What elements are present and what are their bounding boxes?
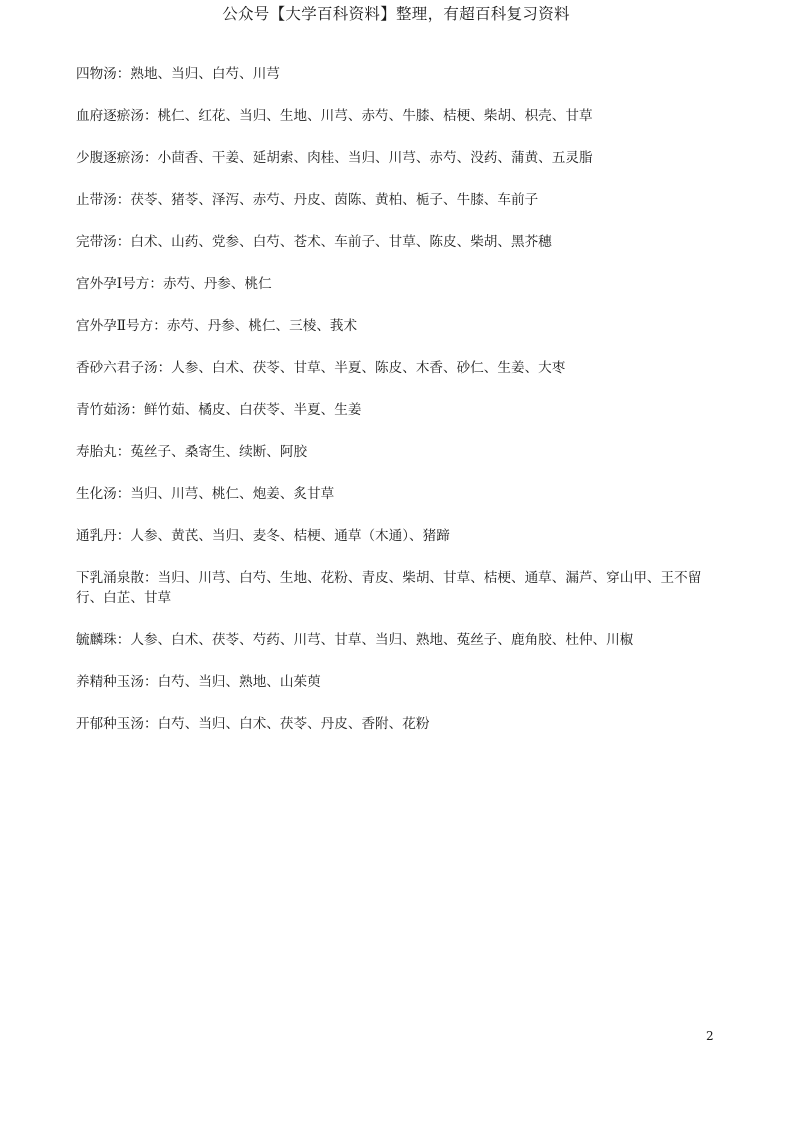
formula-name: 宫外孕Ⅰ号方 [76, 276, 150, 292]
name-separator: ： [143, 716, 158, 732]
formula-name: 少腹逐瘀汤 [76, 150, 144, 166]
formula-name: 寿胎丸 [76, 444, 117, 460]
formula-entry [76, 568, 722, 608]
formula-entry [76, 316, 722, 336]
formula-entry [76, 274, 722, 294]
formula-entry [76, 484, 722, 504]
formula-name: 下乳涌泉散 [76, 570, 144, 586]
name-separator: ： [116, 444, 131, 460]
formula-ingredients: 人参、白术、茯苓、芍药、川芎、甘草、当归、熟地、菟丝子、鹿角胶、杜仲、川椒 [130, 632, 634, 648]
name-separator: ： [116, 486, 131, 502]
name-separator: ： [143, 150, 158, 166]
formula-entry [76, 442, 722, 462]
formula-ingredients: 人参、黄芪、当归、麦冬、桔梗、通草（木通）、猪蹄 [130, 528, 450, 544]
formula-name: 毓麟珠 [76, 632, 117, 648]
page-header: 公众号【大学百科资料】整理，有超百科复习资料 [222, 5, 570, 23]
name-separator: ： [143, 674, 158, 690]
formula-ingredients: 熟地、当归、白芍、川芎 [130, 66, 280, 82]
formula-entry [76, 106, 722, 126]
formula-ingredients: 菟丝子、桑寄生、续断、阿胶 [130, 444, 308, 460]
name-separator: ： [116, 234, 131, 250]
name-separator: ： [153, 318, 167, 334]
name-separator: ： [157, 360, 172, 376]
formula-entry [76, 64, 722, 84]
formula-entry [76, 148, 722, 168]
formula-name: 四物汤 [76, 66, 117, 82]
formula-entry [76, 526, 722, 546]
formula-entry [76, 232, 722, 252]
formula-entry [76, 714, 722, 734]
formula-name: 通乳丹 [76, 528, 117, 544]
formula-ingredients: 小茴香、干姜、延胡索、肉桂、当归、川芎、赤芍、没药、蒲黄、五灵脂 [157, 150, 593, 166]
name-separator: ： [116, 192, 131, 208]
name-separator: ： [116, 66, 131, 82]
formula-ingredients: 当归、川芎、白芍、生地、花粉、青皮、柴胡、甘草、桔梗、通草、漏芦、穿山甲、王不留行、白芷、甘草 [76, 570, 702, 606]
formula-name: 止带汤 [76, 192, 117, 208]
name-separator: ： [130, 402, 144, 418]
formula-entry [76, 400, 722, 420]
name-separator: ： [149, 276, 163, 292]
formula-ingredients: 白术、山药、党参、白芍、苍术、车前子、甘草、陈皮、柴胡、黑芥穗 [130, 234, 552, 250]
formula-name: 养精种玉汤 [76, 674, 144, 690]
formula-entry [76, 672, 722, 692]
formula-name: 宫外孕Ⅱ号方 [76, 318, 154, 334]
formula-name: 香砂六君子汤 [76, 360, 158, 376]
formula-ingredients: 鲜竹茹、橘皮、白茯苓、半夏、生姜 [143, 402, 362, 418]
formula-ingredients: 桃仁、红花、当归、生地、川芎、赤芍、牛膝、桔梗、柴胡、枳壳、甘草 [157, 108, 593, 124]
formula-entry [76, 190, 722, 210]
formula-ingredients: 茯苓、猪苓、泽泻、赤芍、丹皮、茵陈、黄柏、栀子、牛膝、车前子 [130, 192, 539, 208]
formula-entry [76, 630, 722, 650]
formula-list [76, 64, 722, 756]
formula-name: 开郁种玉汤 [76, 716, 144, 732]
formula-name: 生化汤 [76, 486, 117, 502]
formula-name: 完带汤 [76, 234, 117, 250]
formula-entry [76, 358, 722, 378]
formula-ingredients: 当归、川芎、桃仁、炮姜、炙甘草 [130, 486, 335, 502]
formula-ingredients: 白芍、当归、熟地、山茱萸 [157, 674, 321, 690]
page-number: 2 [706, 1029, 714, 1043]
formula-ingredients: 人参、白术、茯苓、甘草、半夏、陈皮、木香、砂仁、生姜、大枣 [171, 360, 566, 376]
formula-name: 青竹茹汤 [76, 402, 131, 418]
name-separator: ： [143, 108, 158, 124]
formula-ingredients: 白芍、当归、白术、茯苓、丹皮、香附、花粉 [157, 716, 430, 732]
name-separator: ： [143, 570, 158, 586]
formula-name: 血府逐瘀汤 [76, 108, 144, 124]
name-separator: ： [116, 632, 131, 648]
formula-ingredients: 赤芍、丹参、桃仁 [162, 276, 272, 292]
formula-ingredients: 赤芍、丹参、桃仁、三棱、莪术 [166, 318, 358, 334]
name-separator: ： [116, 528, 131, 544]
